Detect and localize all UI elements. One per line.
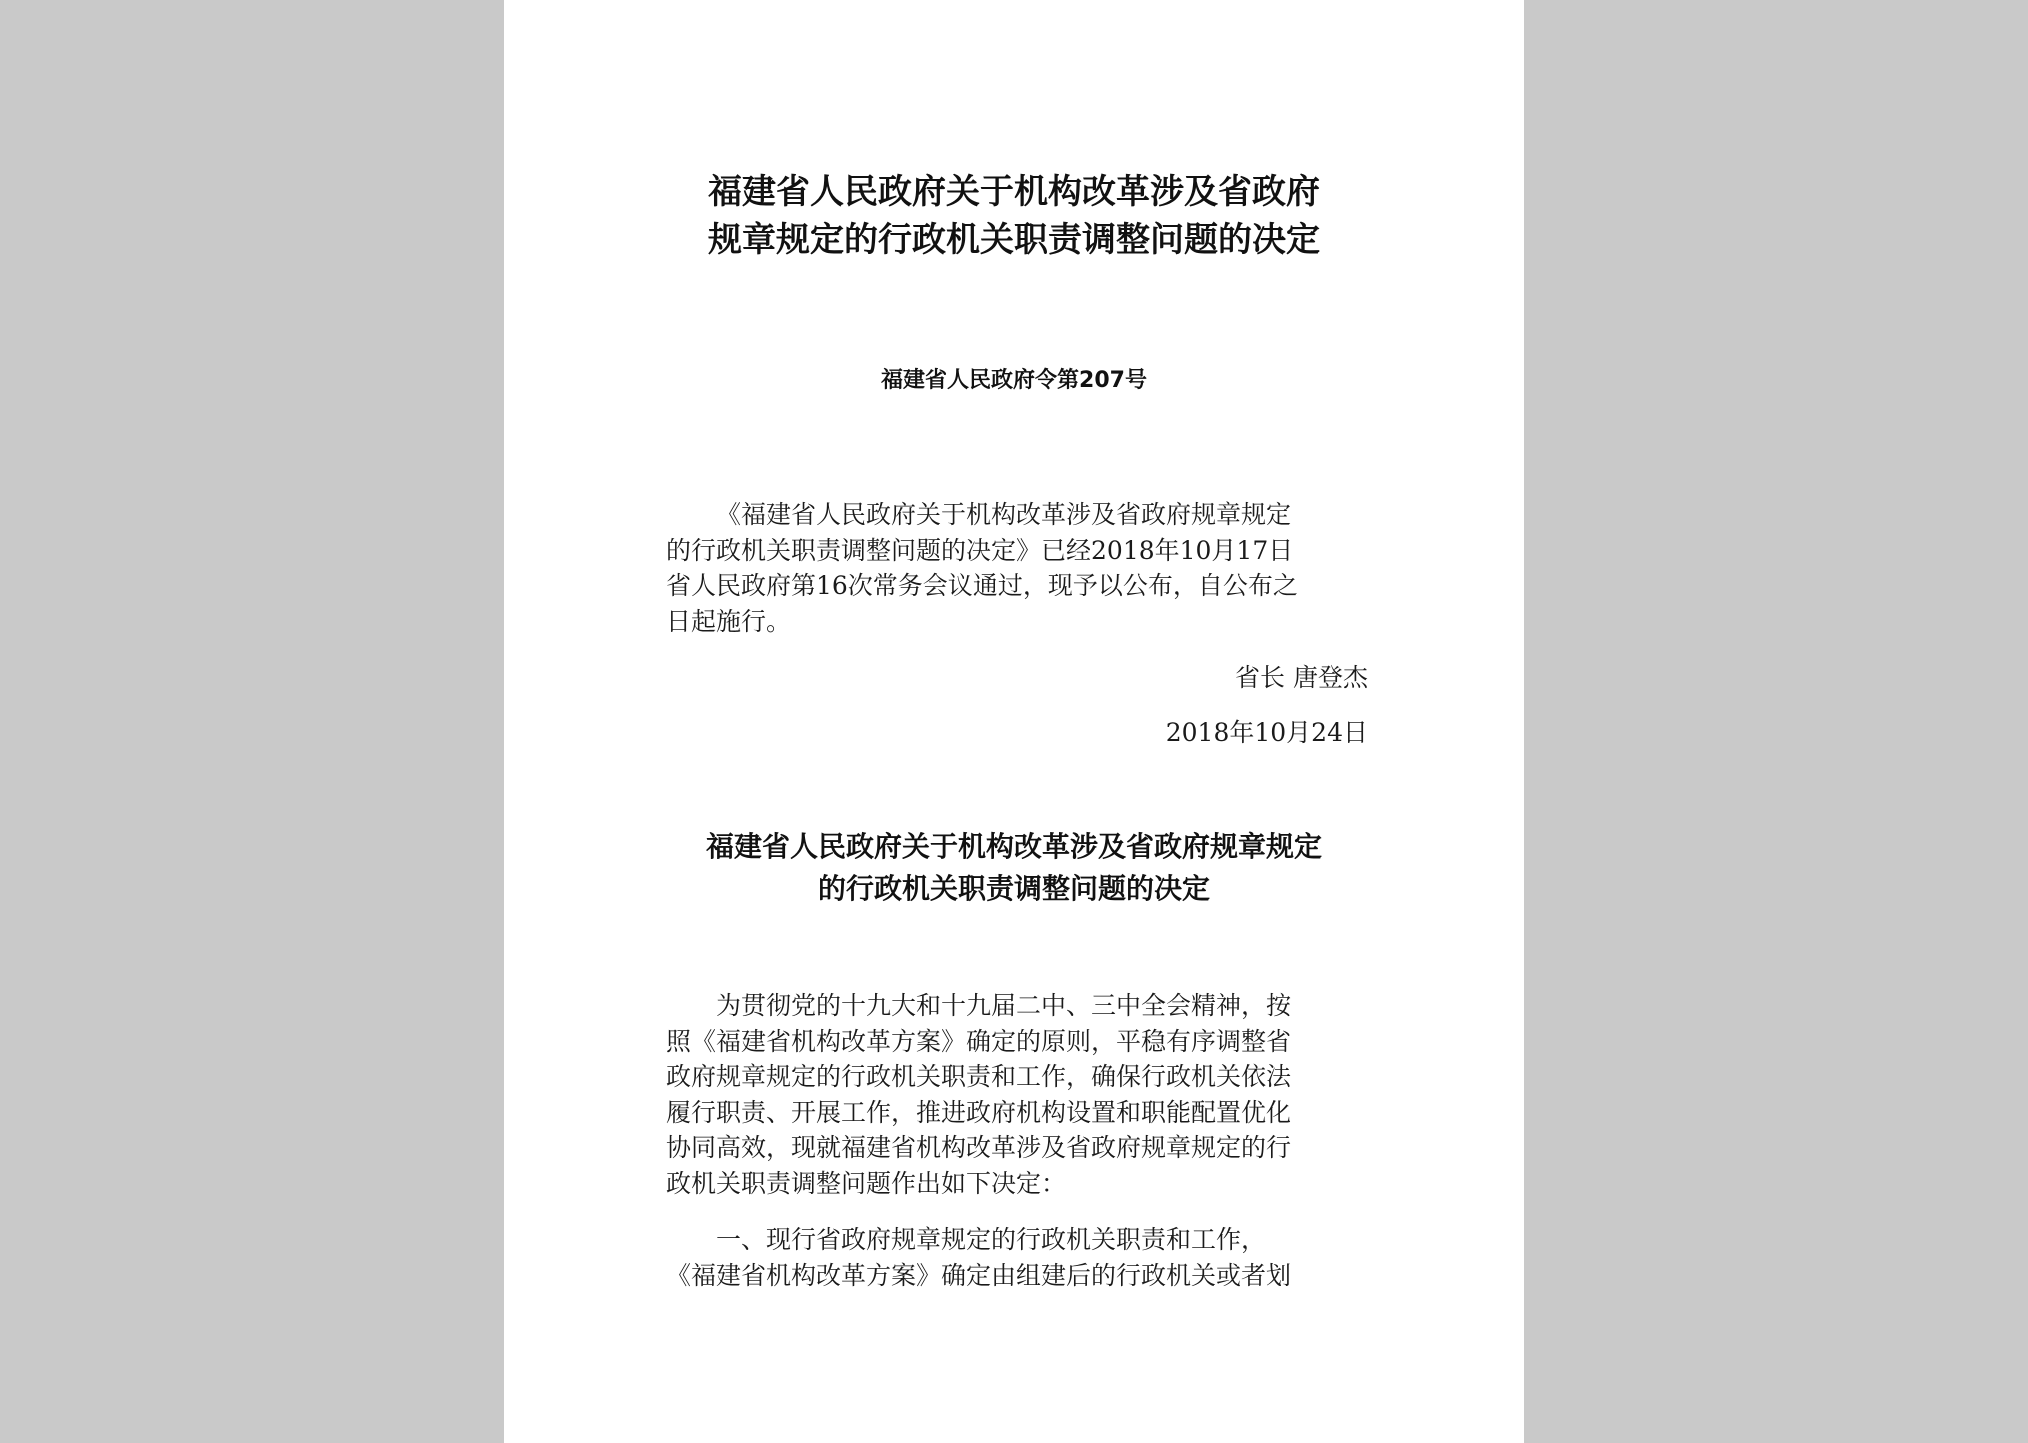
body-title-line: 的行政机关职责调整问题的决定 (817, 872, 1210, 905)
intro-paragraph (666, 497, 1362, 639)
document-page (504, 0, 1524, 1443)
body-paragraph (666, 988, 1362, 1201)
paragraph-line: 日起施行。 (666, 606, 792, 636)
paragraph-line: 《福建省人民政府关于机构改革涉及省政府规章规定 (716, 500, 1292, 529)
paragraph-line: 的行政机关职责调整问题的决定》已经2018年10月17日 (666, 535, 1294, 565)
paragraph-line: 一、现行省政府规章规定的行政机关职责和工作， (716, 1225, 1267, 1254)
paragraph-line: 履行职责、开展工作，推进政府机构设置和职能配置优化 (666, 1097, 1292, 1127)
document-title-line: 福建省人民政府关于机构改革涉及省政府 (708, 172, 1320, 212)
paragraph-line: 协同高效，现就福建省机构改革涉及省政府规章规定的行 (666, 1133, 1292, 1162)
paragraph-line: 政机关职责调整问题作出如下决定： (666, 1168, 1067, 1198)
paragraph-line: 照《福建省机构改革方案》确定的原则，平稳有序调整省 (666, 1026, 1292, 1056)
body-paragraph (666, 1222, 1362, 1293)
paragraph-line: 省人民政府第16次常务会议通过，现予以公布，自公布之 (666, 571, 1298, 600)
paragraph-line: 政府规章规定的行政机关职责和工作，确保行政机关依法 (666, 1062, 1292, 1091)
body-title-line: 福建省人民政府关于机构改革涉及省政府规章规定 (705, 830, 1322, 863)
signer: 省长 唐登杰 (1235, 663, 1368, 692)
sign-date: 2018年10月24日 (1165, 718, 1368, 747)
document-title-line: 规章规定的行政机关职责调整问题的决定 (708, 220, 1320, 260)
paragraph-line: 《福建省机构改革方案》确定由组建后的行政机关或者划 (666, 1260, 1292, 1290)
document-title (504, 168, 1524, 264)
order-number: 福建省人民政府令第207号 (881, 368, 1147, 393)
paragraph-line: 为贯彻党的十九大和十九届二中、三中全会精神，按 (716, 991, 1292, 1020)
body-title (504, 826, 1524, 910)
